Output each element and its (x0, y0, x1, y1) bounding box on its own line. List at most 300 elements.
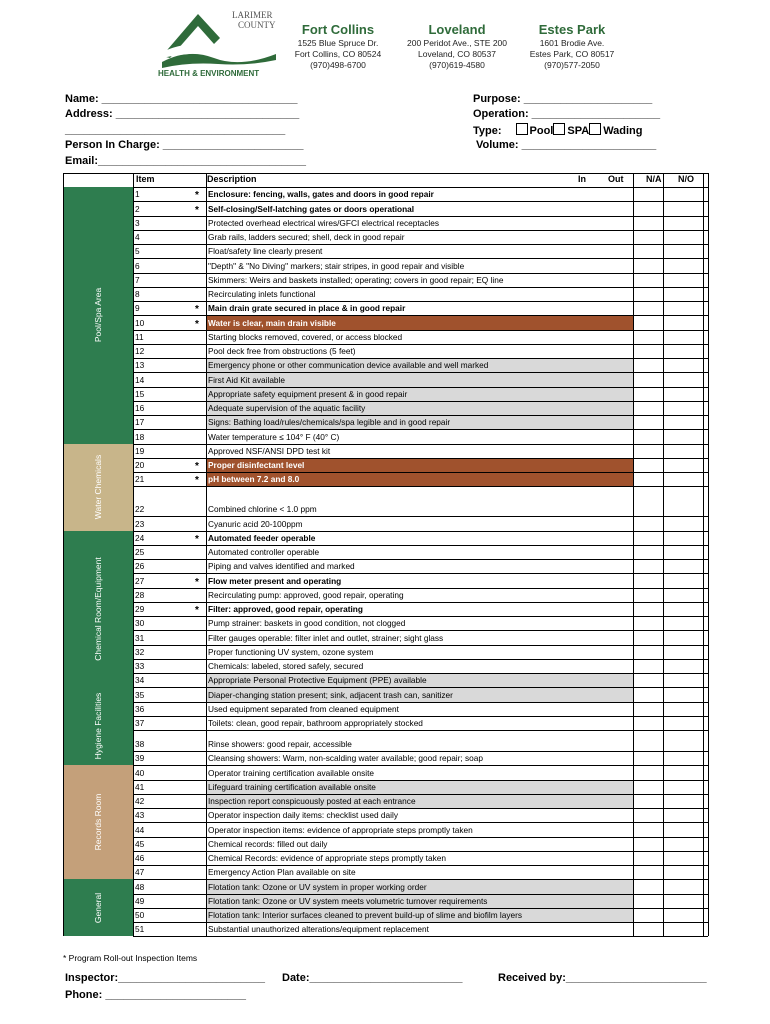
cell-out[interactable] (663, 230, 703, 244)
cell-in[interactable] (633, 429, 663, 443)
cell-in[interactable] (633, 922, 663, 936)
pool-checkbox[interactable] (516, 123, 528, 135)
grid-line (133, 879, 708, 880)
cell-in[interactable] (633, 879, 663, 893)
checklist-row (133, 808, 708, 822)
cell-in[interactable] (633, 822, 663, 836)
item-description (206, 472, 633, 486)
cell-no[interactable] (738, 822, 770, 836)
grid-line (133, 908, 708, 909)
cell-out[interactable] (663, 201, 703, 215)
grid-line (63, 173, 64, 936)
cell-in[interactable] (633, 230, 663, 244)
item-number: 5 (135, 246, 140, 257)
item-number: 27 (135, 575, 145, 586)
office-address-1: 200 Peridot Ave., STE 200 (406, 38, 508, 48)
address-field[interactable]: Address: ______________________________ (65, 108, 300, 120)
item-number: 22 (135, 504, 145, 515)
cell-no[interactable] (738, 444, 770, 458)
cell-no[interactable] (738, 730, 770, 751)
item-description (206, 415, 633, 429)
item-number: 51 (135, 924, 145, 935)
cell-no[interactable] (738, 516, 770, 530)
grid-line (133, 794, 708, 795)
cell-no[interactable] (738, 344, 770, 358)
grid-line (133, 573, 708, 574)
item-number: 7 (135, 274, 140, 285)
inspector-field[interactable]: Inspector:________________________ (65, 972, 265, 984)
item-description (206, 894, 633, 908)
grid-line (133, 808, 708, 809)
item-description (206, 287, 633, 301)
cell-out[interactable] (663, 415, 703, 429)
item-description-text: Recirculating pump: approved, good repair, operating (208, 589, 404, 600)
cell-in[interactable] (633, 273, 663, 287)
checklist-row (133, 645, 708, 659)
cell-out[interactable] (663, 851, 703, 865)
cell-in[interactable] (633, 344, 663, 358)
item-number: 14 (135, 374, 145, 385)
checklist-row (133, 315, 708, 329)
roll-out-star: * (195, 576, 199, 588)
cell-out[interactable] (663, 287, 703, 301)
cell-in[interactable] (633, 472, 663, 486)
item-description-text: Self-closing/Self-latching gates or doors operational (208, 203, 415, 214)
cell-in[interactable] (633, 545, 663, 559)
cell-in[interactable] (633, 287, 663, 301)
cell-out[interactable] (663, 545, 703, 559)
item-description (206, 344, 633, 358)
cell-in[interactable] (633, 716, 663, 730)
cell-out[interactable] (663, 702, 703, 716)
grid-line (133, 616, 708, 617)
cell-no[interactable] (738, 258, 770, 272)
item-description (206, 659, 633, 673)
item-number: 47 (135, 867, 145, 878)
cell-no[interactable] (738, 765, 770, 779)
checklist-row (133, 716, 708, 730)
checklist-row (133, 894, 708, 908)
cell-out[interactable] (663, 630, 703, 644)
cell-out[interactable] (663, 516, 703, 530)
item-number: 38 (135, 739, 145, 749)
date-field[interactable]: Date:_________________________ (282, 972, 463, 984)
cell-no[interactable] (738, 879, 770, 893)
cell-in[interactable] (633, 894, 663, 908)
cell-out[interactable] (663, 258, 703, 272)
cell-no[interactable] (738, 588, 770, 602)
item-description (206, 865, 633, 879)
item-description (206, 372, 633, 386)
cell-out[interactable] (663, 765, 703, 779)
cell-out[interactable] (663, 244, 703, 258)
cell-no[interactable] (738, 472, 770, 486)
office-phone: (970)498-6700 (310, 60, 366, 70)
cell-no[interactable] (738, 273, 770, 287)
roll-out-star: * (195, 304, 199, 316)
volume-field[interactable]: Volume: ______________________ (476, 139, 657, 151)
cell-out[interactable] (663, 659, 703, 673)
cell-no[interactable] (738, 244, 770, 258)
operation-field[interactable]: Operation: _____________________ (473, 108, 661, 120)
item-description (206, 673, 633, 687)
cell-out[interactable] (663, 531, 703, 545)
cell-out[interactable] (663, 358, 703, 372)
checklist-row (133, 588, 708, 602)
grid-line (133, 545, 708, 546)
item-description-text: Operator training certification available onsite (208, 767, 375, 778)
cell-no[interactable] (738, 616, 770, 630)
checklist-row (133, 258, 708, 272)
cell-in[interactable] (633, 765, 663, 779)
cell-no[interactable] (738, 794, 770, 808)
cell-no[interactable] (738, 230, 770, 244)
spa-checkbox[interactable] (553, 123, 565, 135)
cell-in[interactable] (633, 330, 663, 344)
cell-in[interactable] (633, 401, 663, 415)
cell-out[interactable] (663, 429, 703, 443)
item-number: 10 (135, 317, 145, 328)
cell-out[interactable] (663, 273, 703, 287)
header-in: In (578, 174, 586, 184)
cell-out[interactable] (663, 372, 703, 386)
cell-out[interactable] (663, 458, 703, 472)
grid-line (133, 751, 708, 752)
item-description-text: Toilets: clean, good repair, bathroom appropriately stocked (208, 718, 423, 728)
item-description-text: Combined chlorine < 1.0 ppm (208, 504, 317, 515)
cell-out[interactable] (663, 344, 703, 358)
checklist-row (133, 387, 708, 401)
cell-out[interactable] (663, 301, 703, 315)
purpose-field[interactable]: Purpose: _____________________ (473, 93, 653, 105)
cell-no[interactable] (738, 659, 770, 673)
cell-out[interactable] (663, 387, 703, 401)
grid-line (133, 765, 708, 766)
cell-in[interactable] (633, 301, 663, 315)
grid-line (133, 486, 708, 487)
checklist-row (133, 687, 708, 701)
cell-no[interactable] (738, 687, 770, 701)
cell-in[interactable] (633, 588, 663, 602)
cell-no[interactable] (738, 287, 770, 301)
cell-in[interactable] (633, 358, 663, 372)
item-description (206, 794, 633, 808)
item-description (206, 330, 633, 344)
cell-no[interactable] (738, 187, 770, 201)
item-description-text: Piping and valves identified and marked (208, 561, 355, 572)
cell-in[interactable] (633, 216, 663, 230)
cell-no[interactable] (738, 751, 770, 765)
cell-in[interactable] (633, 780, 663, 794)
item-description (206, 258, 633, 272)
grid-line (133, 730, 708, 731)
cell-in[interactable] (633, 602, 663, 616)
roll-out-star: * (195, 605, 199, 616)
cell-no[interactable] (738, 673, 770, 687)
checklist-row (133, 545, 708, 559)
wading-checkbox[interactable] (589, 123, 601, 135)
section-sidebar (63, 444, 133, 531)
cell-no[interactable] (738, 808, 770, 822)
grid-line (133, 258, 708, 259)
cell-no[interactable] (738, 716, 770, 730)
grid-line (133, 358, 708, 359)
cell-in[interactable] (633, 645, 663, 659)
grid-line (133, 851, 708, 852)
cell-out[interactable] (663, 894, 703, 908)
grid-line (133, 630, 708, 631)
cell-in[interactable] (633, 415, 663, 429)
cell-out[interactable] (663, 472, 703, 486)
item-description-text: Signs: Bathing load/rules/chemicals/spa legible and in good repair (208, 417, 451, 428)
cell-out[interactable] (663, 922, 703, 936)
cell-in[interactable] (633, 559, 663, 573)
cell-no[interactable] (738, 865, 770, 879)
cell-in[interactable] (633, 702, 663, 716)
grid-line (133, 645, 708, 646)
cell-no[interactable] (738, 387, 770, 401)
checklist-row (133, 486, 708, 516)
cell-out[interactable] (663, 602, 703, 616)
cell-no[interactable] (738, 922, 770, 936)
item-number: 43 (135, 810, 145, 821)
cell-out[interactable] (663, 822, 703, 836)
item-description-text: Protected overhead electrical wires/GFCI electrical receptacles (208, 217, 440, 228)
name-field[interactable]: Name: ________________________________ (65, 93, 298, 105)
item-description-text: Emergency Action Plan available on site (208, 867, 356, 878)
grid-line (133, 401, 708, 402)
cell-no[interactable] (738, 458, 770, 472)
cell-in[interactable] (633, 486, 663, 516)
item-description-text: Water temperature ≤ 104° F (40° C) (208, 431, 340, 442)
person-in-charge-field[interactable]: Person In Charge: _______________________ (65, 139, 304, 151)
grid-line (133, 516, 708, 517)
item-description (206, 545, 633, 559)
item-description-text: Pool deck free from obstructions (5 feet) (208, 346, 356, 356)
item-description-text: Emergency phone or other communication device available and well marked (208, 360, 489, 371)
cell-out[interactable] (663, 401, 703, 415)
cell-out[interactable] (663, 794, 703, 808)
item-description (206, 230, 633, 244)
cell-out[interactable] (663, 808, 703, 822)
cell-no[interactable] (738, 216, 770, 230)
cell-no[interactable] (738, 401, 770, 415)
item-description (206, 837, 633, 851)
cell-no[interactable] (738, 201, 770, 215)
phone-field[interactable]: Phone: _______________________ (65, 989, 247, 1001)
office-address-2: Estes Park, CO 80517 (529, 49, 615, 59)
grid-line (133, 922, 708, 923)
item-number: 45 (135, 838, 145, 849)
item-number: 31 (135, 632, 145, 643)
cell-no[interactable] (738, 645, 770, 659)
address-line2-field[interactable]: ____________________________________ (65, 124, 286, 136)
item-description (206, 187, 633, 201)
grid-line (708, 173, 709, 936)
cell-no[interactable] (738, 315, 770, 329)
cell-in[interactable] (633, 573, 663, 587)
item-description-text: Starting blocks removed, covered, or access blocked (208, 331, 403, 342)
cell-in[interactable] (633, 201, 663, 215)
cell-out[interactable] (663, 837, 703, 851)
cell-no[interactable] (738, 415, 770, 429)
cell-in[interactable] (633, 687, 663, 701)
cell-out[interactable] (663, 486, 703, 516)
cell-in[interactable] (633, 616, 663, 630)
cell-no[interactable] (738, 531, 770, 545)
cell-no[interactable] (738, 559, 770, 573)
grid-line (633, 173, 634, 936)
cell-out[interactable] (663, 315, 703, 329)
item-number: 48 (135, 881, 145, 892)
cell-in[interactable] (633, 258, 663, 272)
cell-no[interactable] (738, 545, 770, 559)
cell-in[interactable] (633, 387, 663, 401)
checklist-row (133, 851, 708, 865)
cell-in[interactable] (633, 851, 663, 865)
cell-in[interactable] (633, 372, 663, 386)
section-label: Hygiene Facilities (93, 692, 103, 760)
item-description (206, 216, 633, 230)
cell-in[interactable] (633, 659, 663, 673)
cell-no[interactable] (738, 486, 770, 516)
cell-no[interactable] (738, 602, 770, 616)
cell-in[interactable] (633, 458, 663, 472)
item-number: 4 (135, 232, 140, 242)
section-sidebar (63, 879, 133, 936)
cell-no[interactable] (738, 780, 770, 794)
cell-out[interactable] (663, 687, 703, 701)
checklist-row (133, 187, 708, 201)
office-name: Fort Collins (301, 22, 375, 37)
item-description (206, 908, 633, 922)
received-by-field[interactable]: Received by:_______________________ (498, 972, 707, 984)
cell-in[interactable] (633, 244, 663, 258)
item-description-text: Chemical records: filled out daily (208, 838, 328, 849)
cell-in[interactable] (633, 751, 663, 765)
cell-no[interactable] (738, 851, 770, 865)
cell-no[interactable] (738, 630, 770, 644)
item-number: 16 (135, 403, 145, 413)
cell-in[interactable] (633, 630, 663, 644)
cell-in[interactable] (633, 516, 663, 530)
cell-in[interactable] (633, 673, 663, 687)
cell-in[interactable] (633, 315, 663, 329)
checklist-row (133, 201, 708, 215)
cell-out[interactable] (663, 780, 703, 794)
cell-out[interactable] (663, 187, 703, 201)
cell-out[interactable] (663, 559, 703, 573)
grid-line (133, 602, 708, 603)
cell-out[interactable] (663, 751, 703, 765)
checklist-row (133, 908, 708, 922)
item-description (206, 716, 633, 730)
cell-no[interactable] (738, 702, 770, 716)
item-description-text: Flotation tank: Interior surfaces cleaned to prevent build-up of slime and biofilm layers (208, 910, 523, 920)
cell-in[interactable] (633, 794, 663, 808)
cell-no[interactable] (738, 429, 770, 443)
checklist-row (133, 702, 708, 716)
cell-in[interactable] (633, 730, 663, 751)
grid-line (133, 936, 708, 937)
cell-in[interactable] (633, 865, 663, 879)
item-description-text: Appropriate safety equipment present & in good repair (208, 388, 408, 399)
roll-out-star: * (195, 461, 199, 472)
grid-line (133, 344, 708, 345)
cell-no[interactable] (738, 372, 770, 386)
cell-out[interactable] (663, 616, 703, 630)
grid-line (703, 173, 704, 936)
cell-no[interactable] (738, 301, 770, 315)
grid-line (133, 472, 708, 473)
checklist-row (133, 330, 708, 344)
item-description (206, 687, 633, 701)
checklist-row (133, 458, 708, 472)
item-description (206, 358, 633, 372)
header-na: N/A (646, 174, 662, 184)
item-description-text: Flow meter present and operating (208, 575, 342, 586)
cell-out[interactable] (663, 588, 703, 602)
item-description-text: First Aid Kit available (208, 374, 286, 385)
item-description-text: Chemical Records: evidence of appropriate steps promptly taken (208, 853, 446, 863)
office-address-1: 1601 Brodie Ave. (539, 38, 605, 48)
cell-out[interactable] (663, 330, 703, 344)
item-description-text: Chemicals: labeled, stored safely, secured (208, 661, 364, 671)
cell-out[interactable] (663, 716, 703, 730)
cell-in[interactable] (633, 908, 663, 922)
cell-out[interactable] (663, 673, 703, 687)
checklist-row (133, 837, 708, 851)
item-description-text: Enclosure: fencing, walls, gates and doors in good repair (208, 189, 434, 200)
cell-out[interactable] (663, 216, 703, 230)
cell-out[interactable] (663, 730, 703, 751)
cell-out[interactable] (663, 865, 703, 879)
cell-no[interactable] (738, 908, 770, 922)
cell-out[interactable] (663, 444, 703, 458)
grid-line (133, 588, 708, 589)
cell-in[interactable] (633, 187, 663, 201)
email-field[interactable]: Email:__________________________________ (65, 155, 307, 167)
cell-no[interactable] (738, 330, 770, 344)
cell-out[interactable] (663, 908, 703, 922)
item-number: 34 (135, 675, 145, 686)
cell-in[interactable] (633, 837, 663, 851)
item-number: 36 (135, 703, 145, 714)
grid-line (133, 415, 708, 416)
cell-in[interactable] (633, 444, 663, 458)
grid-line (133, 173, 134, 936)
cell-out[interactable] (663, 645, 703, 659)
cell-out[interactable] (663, 879, 703, 893)
cell-no[interactable] (738, 837, 770, 851)
item-number: 9 (135, 303, 140, 314)
cell-out[interactable] (663, 573, 703, 587)
grid-line (133, 822, 708, 823)
cell-no[interactable] (738, 894, 770, 908)
roll-out-star: * (195, 475, 199, 487)
cell-no[interactable] (738, 358, 770, 372)
item-description-text: Cleansing showers: Warm, non-scalding water available; good repair; soap (208, 753, 484, 764)
cell-no[interactable] (738, 573, 770, 587)
item-description-text: Float/safety line clearly present (208, 246, 323, 257)
item-description-text: Adequate supervision of the aquatic facility (208, 403, 366, 413)
grid-line (133, 315, 708, 316)
item-number: 37 (135, 718, 145, 728)
cell-in[interactable] (633, 808, 663, 822)
item-description (206, 444, 633, 458)
cell-in[interactable] (633, 531, 663, 545)
office-phone: (970)577-2050 (544, 60, 600, 70)
